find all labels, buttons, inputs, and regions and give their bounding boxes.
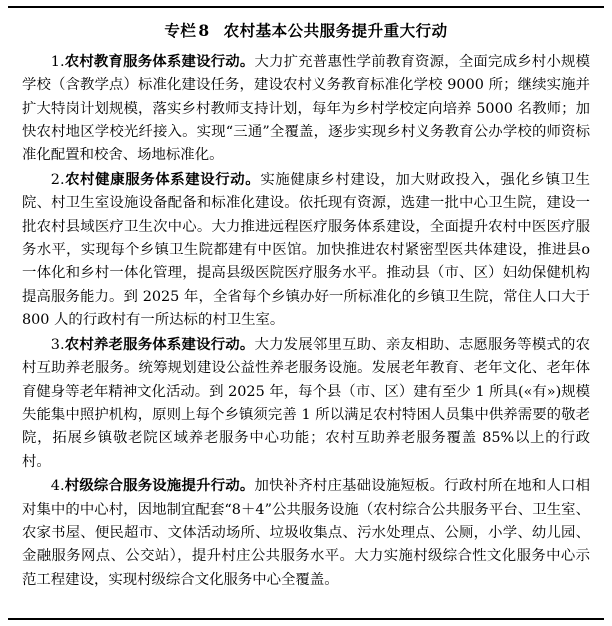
paragraph-4-lead: 村级综合服务设施提升行动。	[64, 477, 255, 495]
paragraph-2-text: 实施健康乡村建设，加大财政投入，强化乡镇卫生院、村卫生室设施设备配备和标准化建设。依托现有资源，选建一批中心卫生院，建设一批农村县域医疗卫生次中心。大力推进远程医疗服务体系建设，全面提升农村中医医疗服务水平，实现每个乡镇卫生院都建有中医馆。加快推进农村紧密型医共体建设，推进县о一体化和乡村一体化管理，提高县级医院医疗服务水平。推动县（市、区）妇幼保健机构提高服务能力。到 2025 年，全省每个乡镇办好一所标准化的乡镇卫生院，常住人口大于 800 人的行政村有一所达标的村卫生室。	[22, 172, 590, 329]
box-title-prefix: 专栏	[164, 21, 197, 40]
paragraph-2-lead: 农村健康服务体系建设行动。	[64, 171, 261, 189]
paragraph-2	[22, 168, 590, 332]
paragraph-3-lead: 农村养老服务体系建设行动。	[64, 335, 255, 353]
paragraph-1-index: 1.	[50, 54, 65, 70]
box-title-number: 8	[198, 21, 210, 40]
paragraph-4-index: 4.	[50, 478, 65, 495]
paragraph-1	[22, 50, 590, 168]
paragraph-4	[22, 474, 590, 592]
paragraph-3-index: 3.	[50, 336, 65, 353]
paragraph-2-index: 2.	[50, 172, 65, 189]
box-body	[22, 50, 590, 592]
paragraph-4-text: 加快补齐村庄基础设施短板。行政村所在地和人口相对集中的中心村，因地制宜配套“8＋4”公共服务设施（农村综合公共服务平台、卫生室、农家书屋、便民超市、文体活动场所、垃圾收集点、污水处理点、公厕，小学、幼儿园、金融服务网点、公交站），提升村庄公共服务水平。大力实施村级综合性文化服务中心示范工程建设，实现村级综合文化服务中心全覆盖。	[22, 478, 590, 588]
feature-box	[8, 6, 604, 620]
box-title-text: 农村基本公共服务提升重大行动	[223, 21, 448, 40]
paragraph-1-text: 大力扩充普惠性学前教育资源，全面完成乡村小规模学校（含教学点）标准化建设任务，建设农村义务教育标准化学校 9000 所；继续实施并扩大特岗计划规模，落实乡村教师支持计划，每年为乡村学校定向培养 5000 名教师；加快农村地区学校光纤接入。实现“三通”全覆盖，逐步实现乡村义务教育公办学校的师资标准化配置和校舍、场地标准化。	[22, 54, 590, 164]
paragraph-3	[22, 333, 590, 474]
paragraph-3-text: 大力发展邻里互助、亲友相助、志愿服务等模式的农村互助养老服务。统筹规划建设公益性养老服务设施。发展老年教育、老年文化、老年体育健身等老年精神文化活动。到 2025 年，每个县（市、区）建有至少 1 所具(«有»)规模失能集中照护机构，原则上每个乡镇须完善 1 所以满足农村特困人员集中供养需要的敬老院，拓展乡镇敬老院区域养老服务中心功能；农村互助养老服务覆盖 85%以上的行政村。	[22, 336, 590, 470]
paragraph-1-lead: 农村教育服务体系建设行动。	[64, 53, 255, 70]
box-title	[22, 19, 590, 41]
